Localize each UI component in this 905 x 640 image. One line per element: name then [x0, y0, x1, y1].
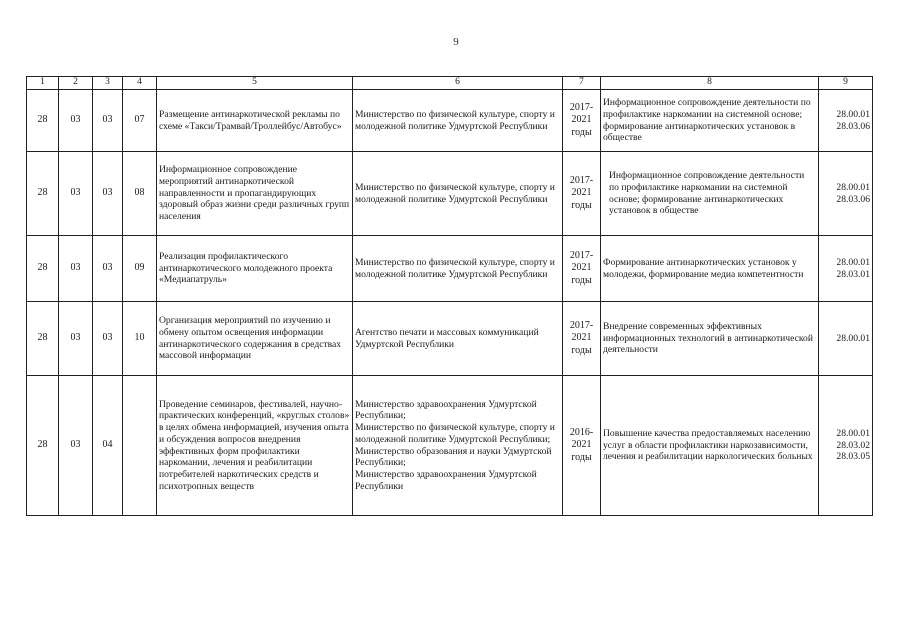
- code-pp: 03: [59, 302, 93, 376]
- code-pp: 03: [59, 152, 93, 236]
- program-measures-table: [26, 76, 873, 516]
- table-row: [27, 152, 873, 236]
- executor: Агентство печати и массовых коммуникаций Удмуртской Республики: [353, 302, 563, 376]
- header-col-1: 1: [27, 77, 59, 90]
- code-m: [123, 376, 157, 516]
- expected-result: Формирование антинаркотических установок у молодежи, формирование медиа компетентности: [601, 236, 819, 302]
- code-om: 04: [93, 376, 123, 516]
- table-row: [27, 302, 873, 376]
- executor: Министерство по физической культуре, спорту и молодежной политике Удмуртской Республики: [353, 236, 563, 302]
- indicator-codes: 28.00.01 28.03.02 28.03.05: [819, 376, 873, 516]
- table-row: [27, 236, 873, 302]
- header-col-2: 2: [59, 77, 93, 90]
- code-om: 03: [93, 302, 123, 376]
- executor: Министерство по физической культуре, спорту и молодежной политике Удмуртской Республики: [353, 90, 563, 152]
- period: 2017- 2021 годы: [563, 302, 601, 376]
- indicator-codes: 28.00.01 28.03.06: [819, 90, 873, 152]
- header-col-3: 3: [93, 77, 123, 90]
- measure-name: Информационное сопровождение мероприятий антинаркотической направленности и пропагандирующих здоровый образ жизни среди различных групп населения: [157, 152, 353, 236]
- indicator-codes: 28.00.01 28.03.01: [819, 236, 873, 302]
- measure-name: Организация мероприятий по изучению и обмену опытом освещения информации антинаркотического содержания в средствах массовой информации: [157, 302, 353, 376]
- code-gp: 28: [27, 152, 59, 236]
- code-m: 09: [123, 236, 157, 302]
- code-gp: 28: [27, 376, 59, 516]
- code-pp: 03: [59, 236, 93, 302]
- header-col-7: 7: [563, 77, 601, 90]
- period: 2017- 2021 годы: [563, 90, 601, 152]
- expected-result: Повышение качества предоставляемых населению услуг в области профилактики наркозависимости, лечения и реабилитации наркологических больных: [601, 376, 819, 516]
- table-row: [27, 90, 873, 152]
- code-om: 03: [93, 90, 123, 152]
- indicator-codes: 28.00.01 28.03.06: [819, 152, 873, 236]
- code-om: 03: [93, 236, 123, 302]
- expected-result: Внедрение современных эффективных информационных технологий в антинаркотической деятельности: [601, 302, 819, 376]
- executor: Министерство по физической культуре, спорту и молодежной политике Удмуртской Республики: [353, 152, 563, 236]
- code-m: 08: [123, 152, 157, 236]
- code-pp: 03: [59, 90, 93, 152]
- expected-result: Информационное сопровождение деятельности по профилактике наркомании на системной основе; формирование антинаркотических установок в обществе: [601, 152, 819, 236]
- code-pp: 03: [59, 376, 93, 516]
- header-col-8: 8: [601, 77, 819, 90]
- header-col-5: 5: [157, 77, 353, 90]
- indicator-codes: 28.00.01: [819, 302, 873, 376]
- measure-name: Реализация профилактического антинаркотического молодежного проекта «Медиапатруль»: [157, 236, 353, 302]
- code-gp: 28: [27, 236, 59, 302]
- header-row: [27, 77, 873, 90]
- header-col-6: 6: [353, 77, 563, 90]
- header-col-9: 9: [819, 77, 873, 90]
- header-col-4: 4: [123, 77, 157, 90]
- table-row: [27, 376, 873, 516]
- measure-name: Проведение семинаров, фестивалей, научно-практических конференций, «круглых столов» в целях обмена информацией, изучения опыта и обсуждения вопросов внедрения эффективных форм профилактики наркомании, лечения и реабилитации потребителей наркотических средств и психотропных веществ: [157, 376, 353, 516]
- page-number: 9: [453, 36, 459, 48]
- executor: Министерство здравоохранения Удмуртской Республики; Министерство по физической культуре, спорту и молодежной политике Удмуртской Республики; Министерство образования и науки Удмуртской Республики; Министерство здравоохранения Удмуртской Республики: [353, 376, 563, 516]
- period: 2017- 2021 годы: [563, 152, 601, 236]
- code-om: 03: [93, 152, 123, 236]
- code-m: 07: [123, 90, 157, 152]
- period: 2016- 2021 годы: [563, 376, 601, 516]
- period: 2017- 2021 годы: [563, 236, 601, 302]
- measure-name: Размещение антинаркотической рекламы по схеме «Такси/Трамвай/Троллейбус/Автобус»: [157, 90, 353, 152]
- expected-result: Информационное сопровождение деятельности по профилактике наркомании на системной основе; формирование антинаркотических установок в обществе: [601, 90, 819, 152]
- code-gp: 28: [27, 302, 59, 376]
- code-gp: 28: [27, 90, 59, 152]
- code-m: 10: [123, 302, 157, 376]
